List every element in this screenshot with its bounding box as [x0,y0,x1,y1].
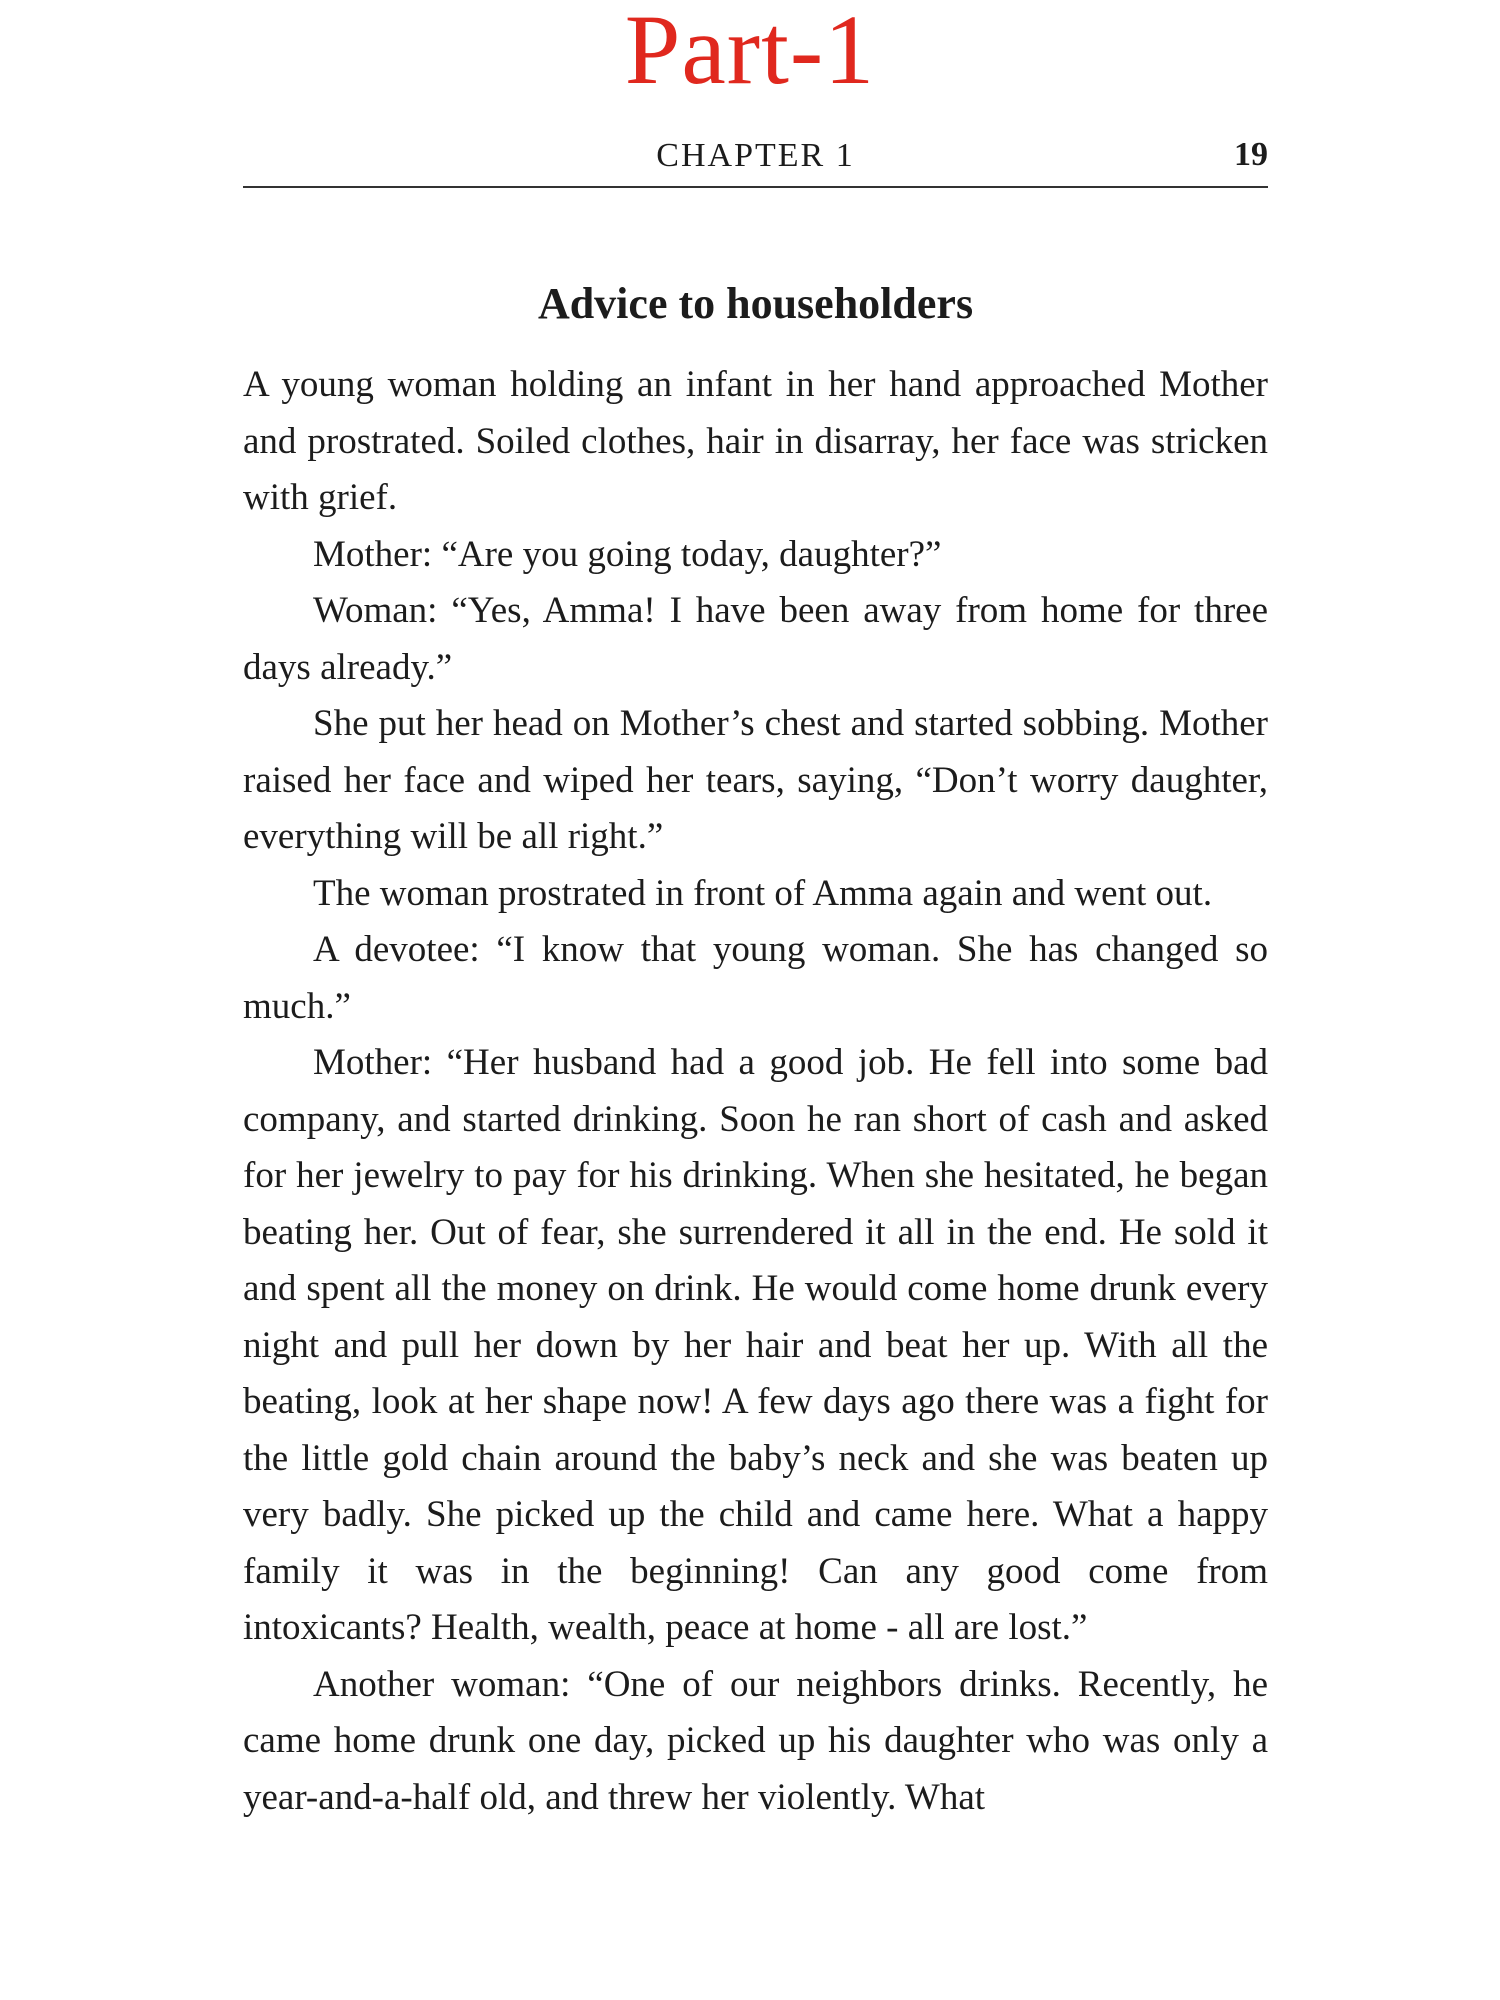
chapter-label: CHAPTER 1 [656,137,855,174]
paragraph: She put her head on Mother’s chest and started sobbing. Mother raised her face and wiped her tears, saying, “Don’t worry daughter, everything will be all right.” [243,703,1268,857]
paragraph: Another woman: “One of our neighbors drinks. Recently, he came home drunk one day, picked up his daughter who was only a year-and-a-half old, and threw her violently. What [243,1663,1268,1818]
page-number: 19 [1234,136,1268,173]
header-rule [243,186,1268,188]
paragraph: Mother: “Her husband had a good job. He fell into some bad company, and started drinking. Soon he ran short of cash and asked for her jewelry to pay for his drinking. When she hesitated, he began beating her. Out of fear, she surrendered it all in the end. He sold it and spent all the money on drink. He would come home drunk every night and pull her down by her hair and beat her up. With all the beating, look at her shape now! A few days ago there was a fight for the little gold chain around the baby’s neck and she was beaten up very badly. She picked up the child and came here. What a happy family it was in the beginning! Can any good come from intoxicants? Health, wealth, peace at home - all are lost.” [243,1042,1268,1648]
paragraph: A devotee: “I know that young woman. She has changed so much.” [243,929,1268,1027]
paragraph: A young woman holding an infant in her hand approached Mother and prostrated. Soiled clothes, hair in disarray, her face was stricken with grief. [243,364,1268,518]
paragraph: The woman prostrated in front of Amma again and went out. [313,872,1213,914]
section-title: Advice to householders [537,279,974,328]
part-heading: Part-1 [624,0,876,105]
paragraph: Woman: “Yes, Amma! I have been away from home for three days already.” [243,590,1268,688]
running-head [243,135,1268,185]
paragraph: Mother: “Are you going today, daughter?” [313,533,942,575]
body-text [243,357,1268,1826]
